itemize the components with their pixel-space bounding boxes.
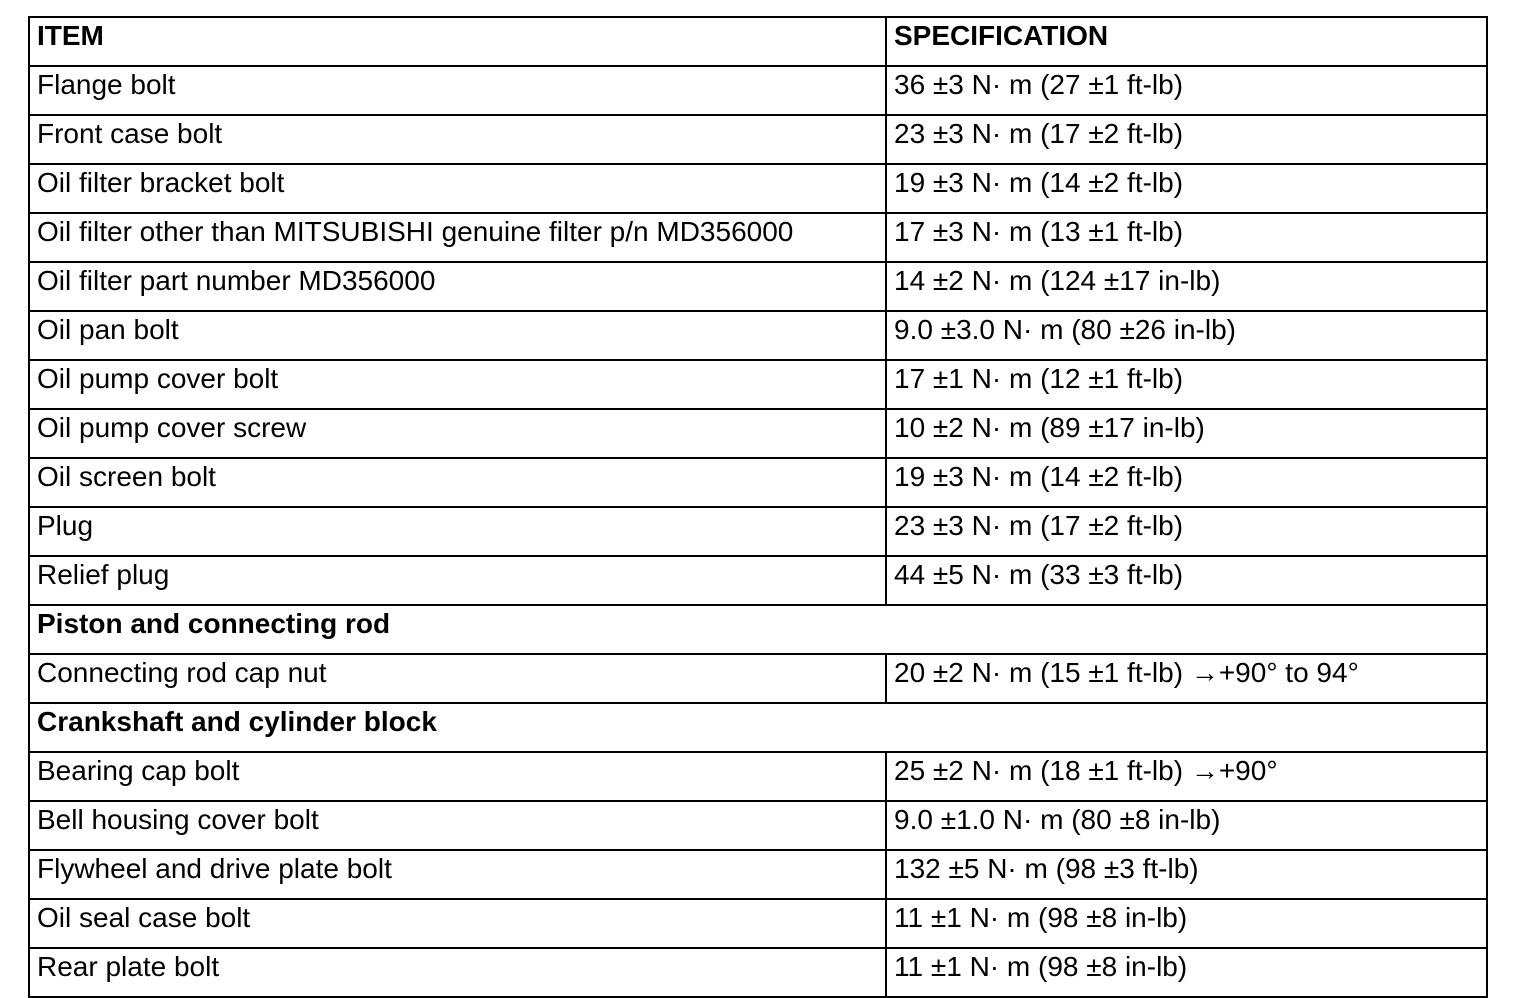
section-row-crankshaft xyxy=(29,703,1487,752)
header-specification: SPECIFICATION xyxy=(886,17,1487,66)
table-row xyxy=(29,507,1487,556)
spec-cell: 25 ±2 N· m (18 ±1 ft-lb) →+90° xyxy=(886,752,1487,801)
section-title-crankshaft: Crankshaft and cylinder block xyxy=(29,703,1487,752)
section-row-piston xyxy=(29,605,1487,654)
item-cell: Flange bolt xyxy=(29,66,886,115)
spec-cell: 23 ±3 N· m (17 ±2 ft-lb) xyxy=(886,115,1487,164)
table-row xyxy=(29,752,1487,801)
spec-cell: 14 ±2 N· m (124 ±17 in-lb) xyxy=(886,262,1487,311)
table-row xyxy=(29,899,1487,948)
table-row xyxy=(29,164,1487,213)
torque-spec-table xyxy=(28,16,1488,998)
item-cell: Front case bolt xyxy=(29,115,886,164)
spec-cell: 19 ±3 N· m (14 ±2 ft-lb) xyxy=(886,164,1487,213)
table-row xyxy=(29,409,1487,458)
section-title-piston: Piston and connecting rod xyxy=(29,605,1487,654)
spec-cell: 11 ±1 N· m (98 ±8 in-lb) xyxy=(886,899,1487,948)
item-cell: Oil seal case bolt xyxy=(29,899,886,948)
item-cell: Oil filter bracket bolt xyxy=(29,164,886,213)
spec-cell: 10 ±2 N· m (89 ±17 in-lb) xyxy=(886,409,1487,458)
item-cell: Flywheel and drive plate bolt xyxy=(29,850,886,899)
table-row xyxy=(29,311,1487,360)
item-cell: Bearing cap bolt xyxy=(29,752,886,801)
item-cell: Oil screen bolt xyxy=(29,458,886,507)
table-row xyxy=(29,213,1487,262)
spec-cell: 9.0 ±1.0 N· m (80 ±8 in-lb) xyxy=(886,801,1487,850)
spec-cell: 132 ±5 N· m (98 ±3 ft-lb) xyxy=(886,850,1487,899)
table-row xyxy=(29,115,1487,164)
item-cell: Relief plug xyxy=(29,556,886,605)
item-cell: Oil pump cover bolt xyxy=(29,360,886,409)
table-row xyxy=(29,262,1487,311)
table-row xyxy=(29,654,1487,703)
item-cell: Plug xyxy=(29,507,886,556)
spec-cell: 9.0 ±3.0 N· m (80 ±26 in-lb) xyxy=(886,311,1487,360)
table-row xyxy=(29,458,1487,507)
item-cell: Bell housing cover bolt xyxy=(29,801,886,850)
spec-cell: 17 ±1 N· m (12 ±1 ft-lb) xyxy=(886,360,1487,409)
item-cell: Oil filter part number MD356000 xyxy=(29,262,886,311)
spec-cell: 44 ±5 N· m (33 ±3 ft-lb) xyxy=(886,556,1487,605)
spec-cell: 19 ±3 N· m (14 ±2 ft-lb) xyxy=(886,458,1487,507)
table-row xyxy=(29,948,1487,997)
spec-cell: 20 ±2 N· m (15 ±1 ft-lb) →+90° to 94° xyxy=(886,654,1487,703)
header-item: ITEM xyxy=(29,17,886,66)
table-row xyxy=(29,556,1487,605)
spec-cell: 11 ±1 N· m (98 ±8 in-lb) xyxy=(886,948,1487,997)
item-cell: Oil filter other than MITSUBISHI genuine filter p/n MD356000 xyxy=(29,213,886,262)
spec-cell: 36 ±3 N· m (27 ±1 ft-lb) xyxy=(886,66,1487,115)
spec-cell: 23 ±3 N· m (17 ±2 ft-lb) xyxy=(886,507,1487,556)
table-row xyxy=(29,360,1487,409)
item-cell: Connecting rod cap nut xyxy=(29,654,886,703)
item-cell: Oil pan bolt xyxy=(29,311,886,360)
table-row xyxy=(29,801,1487,850)
table-header-row xyxy=(29,17,1487,66)
table-row xyxy=(29,850,1487,899)
table-row xyxy=(29,66,1487,115)
spec-cell: 17 ±3 N· m (13 ±1 ft-lb) xyxy=(886,213,1487,262)
item-cell: Oil pump cover screw xyxy=(29,409,886,458)
item-cell: Rear plate bolt xyxy=(29,948,886,997)
